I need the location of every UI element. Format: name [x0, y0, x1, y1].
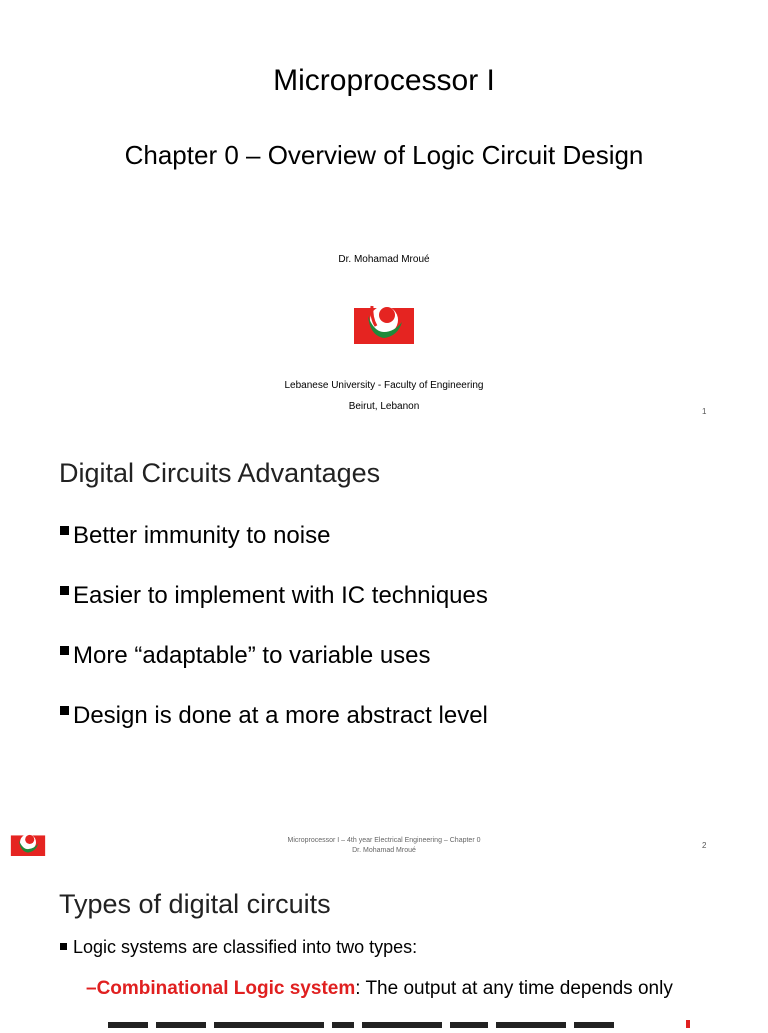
- sub-bullet-text: : The output at any time depends only: [355, 978, 673, 999]
- square-bullet-icon: [60, 706, 69, 715]
- bullet-item: [60, 696, 488, 756]
- slide1-title: Microprocessor I: [273, 64, 495, 97]
- dash-marker: –: [86, 978, 97, 999]
- slide3-sub-bullet: [86, 978, 673, 1000]
- slide2-bullet-list: [60, 516, 488, 756]
- footer-line1: Microprocessor I – 4th year Electrical Engineering – Chapter 0: [287, 837, 481, 844]
- footer-line2: Dr. Mohamad Mroué: [352, 847, 416, 854]
- combinational-term: Combinational Logic system: [96, 978, 356, 999]
- slide2-heading: Digital Circuits Advantages: [59, 458, 381, 488]
- bullet-item: [60, 516, 488, 576]
- bullet-text: Easier to implement with IC techniques: [73, 582, 488, 609]
- slide1-affiliation: [0, 375, 768, 417]
- university-logo-icon: [354, 302, 414, 344]
- slide3-heading: Types of digital circuits: [59, 889, 331, 919]
- bullet-text: Better immunity to noise: [73, 522, 331, 549]
- square-bullet-icon: [60, 943, 67, 950]
- bullet-item: [60, 576, 488, 636]
- location-text: Beirut, Lebanon: [348, 401, 420, 412]
- institution-text: Lebanese University - Faculty of Engineering: [284, 380, 484, 391]
- cropped-text-fragment: [98, 1014, 698, 1028]
- slide2-page-number: 2: [702, 841, 707, 850]
- slide2-footer: [0, 836, 768, 856]
- slide1-subtitle: Chapter 0 – Overview of Logic Circuit Design: [124, 140, 644, 170]
- bullet-text: Logic systems are classified into two types:: [73, 937, 418, 957]
- slide3-bullet: [60, 937, 417, 958]
- square-bullet-icon: [60, 586, 69, 595]
- square-bullet-icon: [60, 526, 69, 535]
- bullet-item: [60, 636, 488, 696]
- bullet-text: Design is done at a more abstract level: [73, 702, 488, 729]
- slide1-author: Dr. Mohamad Mroué: [338, 254, 430, 265]
- square-bullet-icon: [60, 646, 69, 655]
- bullet-text: More “adaptable” to variable uses: [73, 642, 431, 669]
- slide1-page-number: 1: [702, 407, 707, 416]
